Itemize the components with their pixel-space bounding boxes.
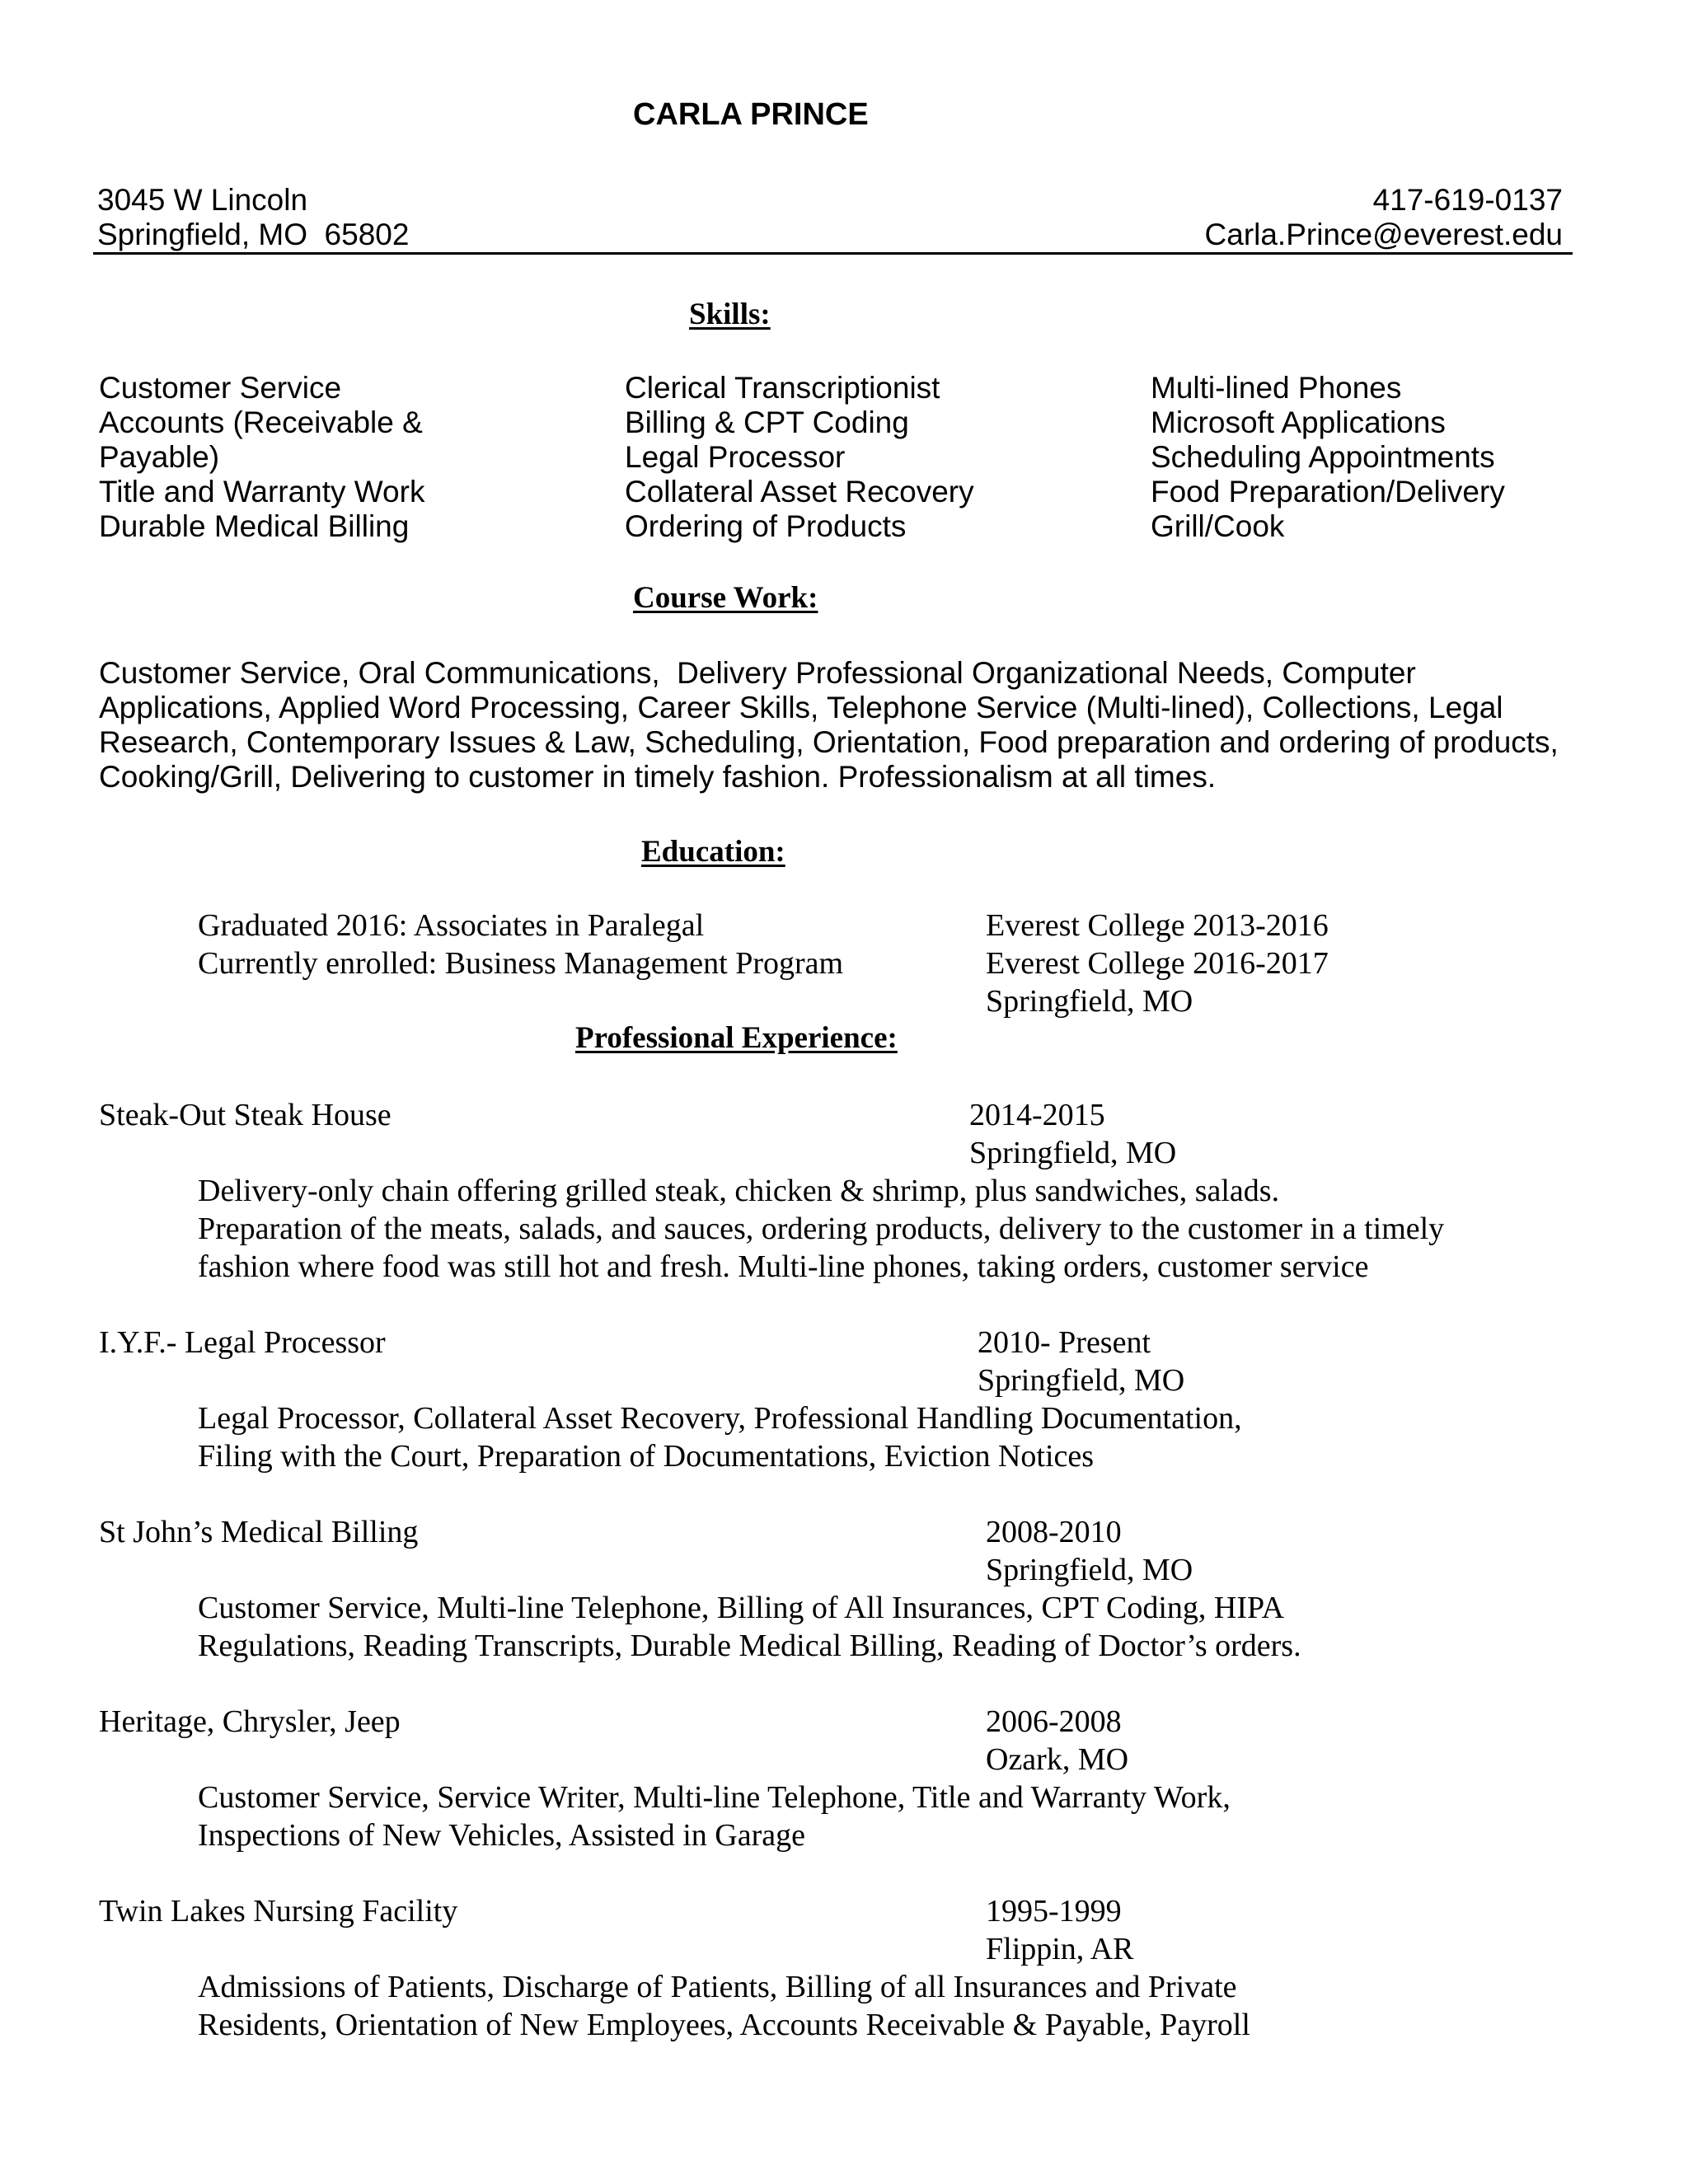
education-entry: Currently enrolled: Business Management Program (198, 946, 844, 981)
job-description (198, 1779, 1231, 1854)
job-location: Springfield, MO (986, 1553, 1193, 1587)
coursework-line: Applications, Applied Word Processing, Career Skills, Telephone Service (Multi-lined), Collections, Legal (99, 691, 1503, 724)
job-meta (978, 1324, 1184, 1399)
education-details (198, 907, 843, 982)
job-dates: 2010- Present (978, 1325, 1151, 1360)
job-description-line: Regulations, Reading Transcripts, Durable Medical Billing, Reading of Doctor’s orders. (198, 1629, 1301, 1663)
header-divider (93, 252, 1573, 255)
education-schools (986, 907, 1329, 1020)
job-meta (969, 1096, 1176, 1172)
job-dates: 1995-1999 (986, 1894, 1122, 1929)
skills-column-3 (1151, 371, 1505, 544)
school-entry: Everest College 2016-2017 (986, 946, 1329, 981)
candidate-name: CARLA PRINCE (633, 97, 869, 132)
skill-item: Scheduling Appointments (1151, 440, 1495, 474)
job-description (198, 1589, 1301, 1665)
job-employer: Heritage, Chrysler, Jeep (99, 1704, 401, 1739)
coursework-text (99, 656, 1559, 794)
email-address[interactable]: Carla.Prince@everest.edu (1204, 218, 1563, 251)
address-line-1: 3045 W Lincoln (97, 183, 308, 217)
skill-item: Microsoft Applications (1151, 405, 1446, 439)
job-description-line: Inspections of New Vehicles, Assisted in Garage (198, 1818, 805, 1853)
skill-item: Multi-lined Phones (1151, 371, 1402, 405)
job-location: Springfield, MO (978, 1363, 1185, 1398)
skill-item: Grill/Cook (1151, 509, 1285, 543)
skill-item: Collateral Asset Recovery (625, 475, 974, 509)
job-location: Flippin, AR (986, 1932, 1134, 1966)
job-description-line: fashion where food was still hot and fresh. Multi-line phones, taking orders, customer service (198, 1249, 1369, 1284)
skills-column-2 (625, 371, 974, 544)
coursework-line: Research, Contemporary Issues & Law, Scheduling, Orientation, Food preparation and ordering of products, (99, 725, 1559, 759)
skill-item: Durable Medical Billing (99, 509, 410, 543)
job-description-line: Legal Processor, Collateral Asset Recovery, Professional Handling Documentation, (198, 1401, 1242, 1436)
education-heading: Education: (641, 835, 785, 869)
coursework-line: Cooking/Grill, Delivering to customer in timely fashion. Professionalism at all times. (99, 760, 1217, 794)
job-description-line: Filing with the Court, Preparation of Documentations, Eviction Notices (198, 1439, 1095, 1474)
school-location: Springfield, MO (986, 984, 1193, 1019)
skill-item: Ordering of Products (625, 509, 907, 543)
job-employer: I.Y.F.- Legal Processor (99, 1325, 386, 1360)
skill-item: Title and Warranty Work (99, 475, 425, 509)
education-entry: Graduated 2016: Associates in Paralegal (198, 908, 705, 943)
skill-item: Billing & CPT Coding (625, 405, 909, 439)
skill-item: Legal Processor (625, 440, 846, 474)
job-meta (986, 1513, 1193, 1589)
job-description (198, 1968, 1250, 2044)
skill-item: Food Preparation/Delivery (1151, 475, 1505, 509)
skill-item: Payable) (99, 440, 220, 474)
job-dates: 2014-2015 (969, 1098, 1105, 1132)
job-dates: 2008-2010 (986, 1515, 1122, 1549)
skill-item: Clerical Transcriptionist (625, 371, 940, 405)
school-entry: Everest College 2013-2016 (986, 908, 1329, 943)
job-location: Springfield, MO (969, 1136, 1177, 1170)
skill-item: Accounts (Receivable & (99, 405, 423, 439)
job-employer: St John’s Medical Billing (99, 1515, 419, 1549)
skills-heading: Skills: (689, 298, 771, 331)
job-description-line: Preparation of the meats, salads, and sauces, ordering products, delivery to the customer in a timely (198, 1212, 1445, 1246)
experience-heading: Professional Experience: (575, 1021, 898, 1055)
job-employer: Twin Lakes Nursing Facility (99, 1894, 458, 1929)
phone-number: 417-619-0137 (1372, 183, 1563, 217)
address-line-2: Springfield, MO 65802 (97, 218, 410, 251)
job-description (198, 1172, 1444, 1286)
skill-item: Customer Service (99, 371, 342, 405)
job-description-line: Customer Service, Multi-line Telephone, Billing of All Insurances, CPT Coding, HIPA (198, 1591, 1285, 1625)
skills-column-1 (99, 371, 424, 544)
job-description-line: Delivery-only chain offering grilled steak, chicken & shrimp, plus sandwiches, salads. (198, 1174, 1280, 1208)
job-description (198, 1399, 1242, 1475)
job-meta (986, 1892, 1134, 1968)
job-description-line: Admissions of Patients, Discharge of Patients, Billing of all Insurances and Private (198, 1970, 1237, 2004)
coursework-line: Customer Service, Oral Communications, Delivery Professional Organizational Needs, Computer (99, 656, 1416, 690)
job-dates: 2006-2008 (986, 1704, 1122, 1739)
coursework-heading: Course Work: (633, 581, 818, 615)
job-description-line: Customer Service, Service Writer, Multi-line Telephone, Title and Warranty Work, (198, 1780, 1231, 1815)
job-meta (986, 1703, 1128, 1779)
job-location: Ozark, MO (986, 1742, 1129, 1777)
job-description-line: Residents, Orientation of New Employees, Accounts Receivable & Payable, Payroll (198, 2008, 1250, 2042)
job-employer: Steak-Out Steak House (99, 1098, 392, 1132)
